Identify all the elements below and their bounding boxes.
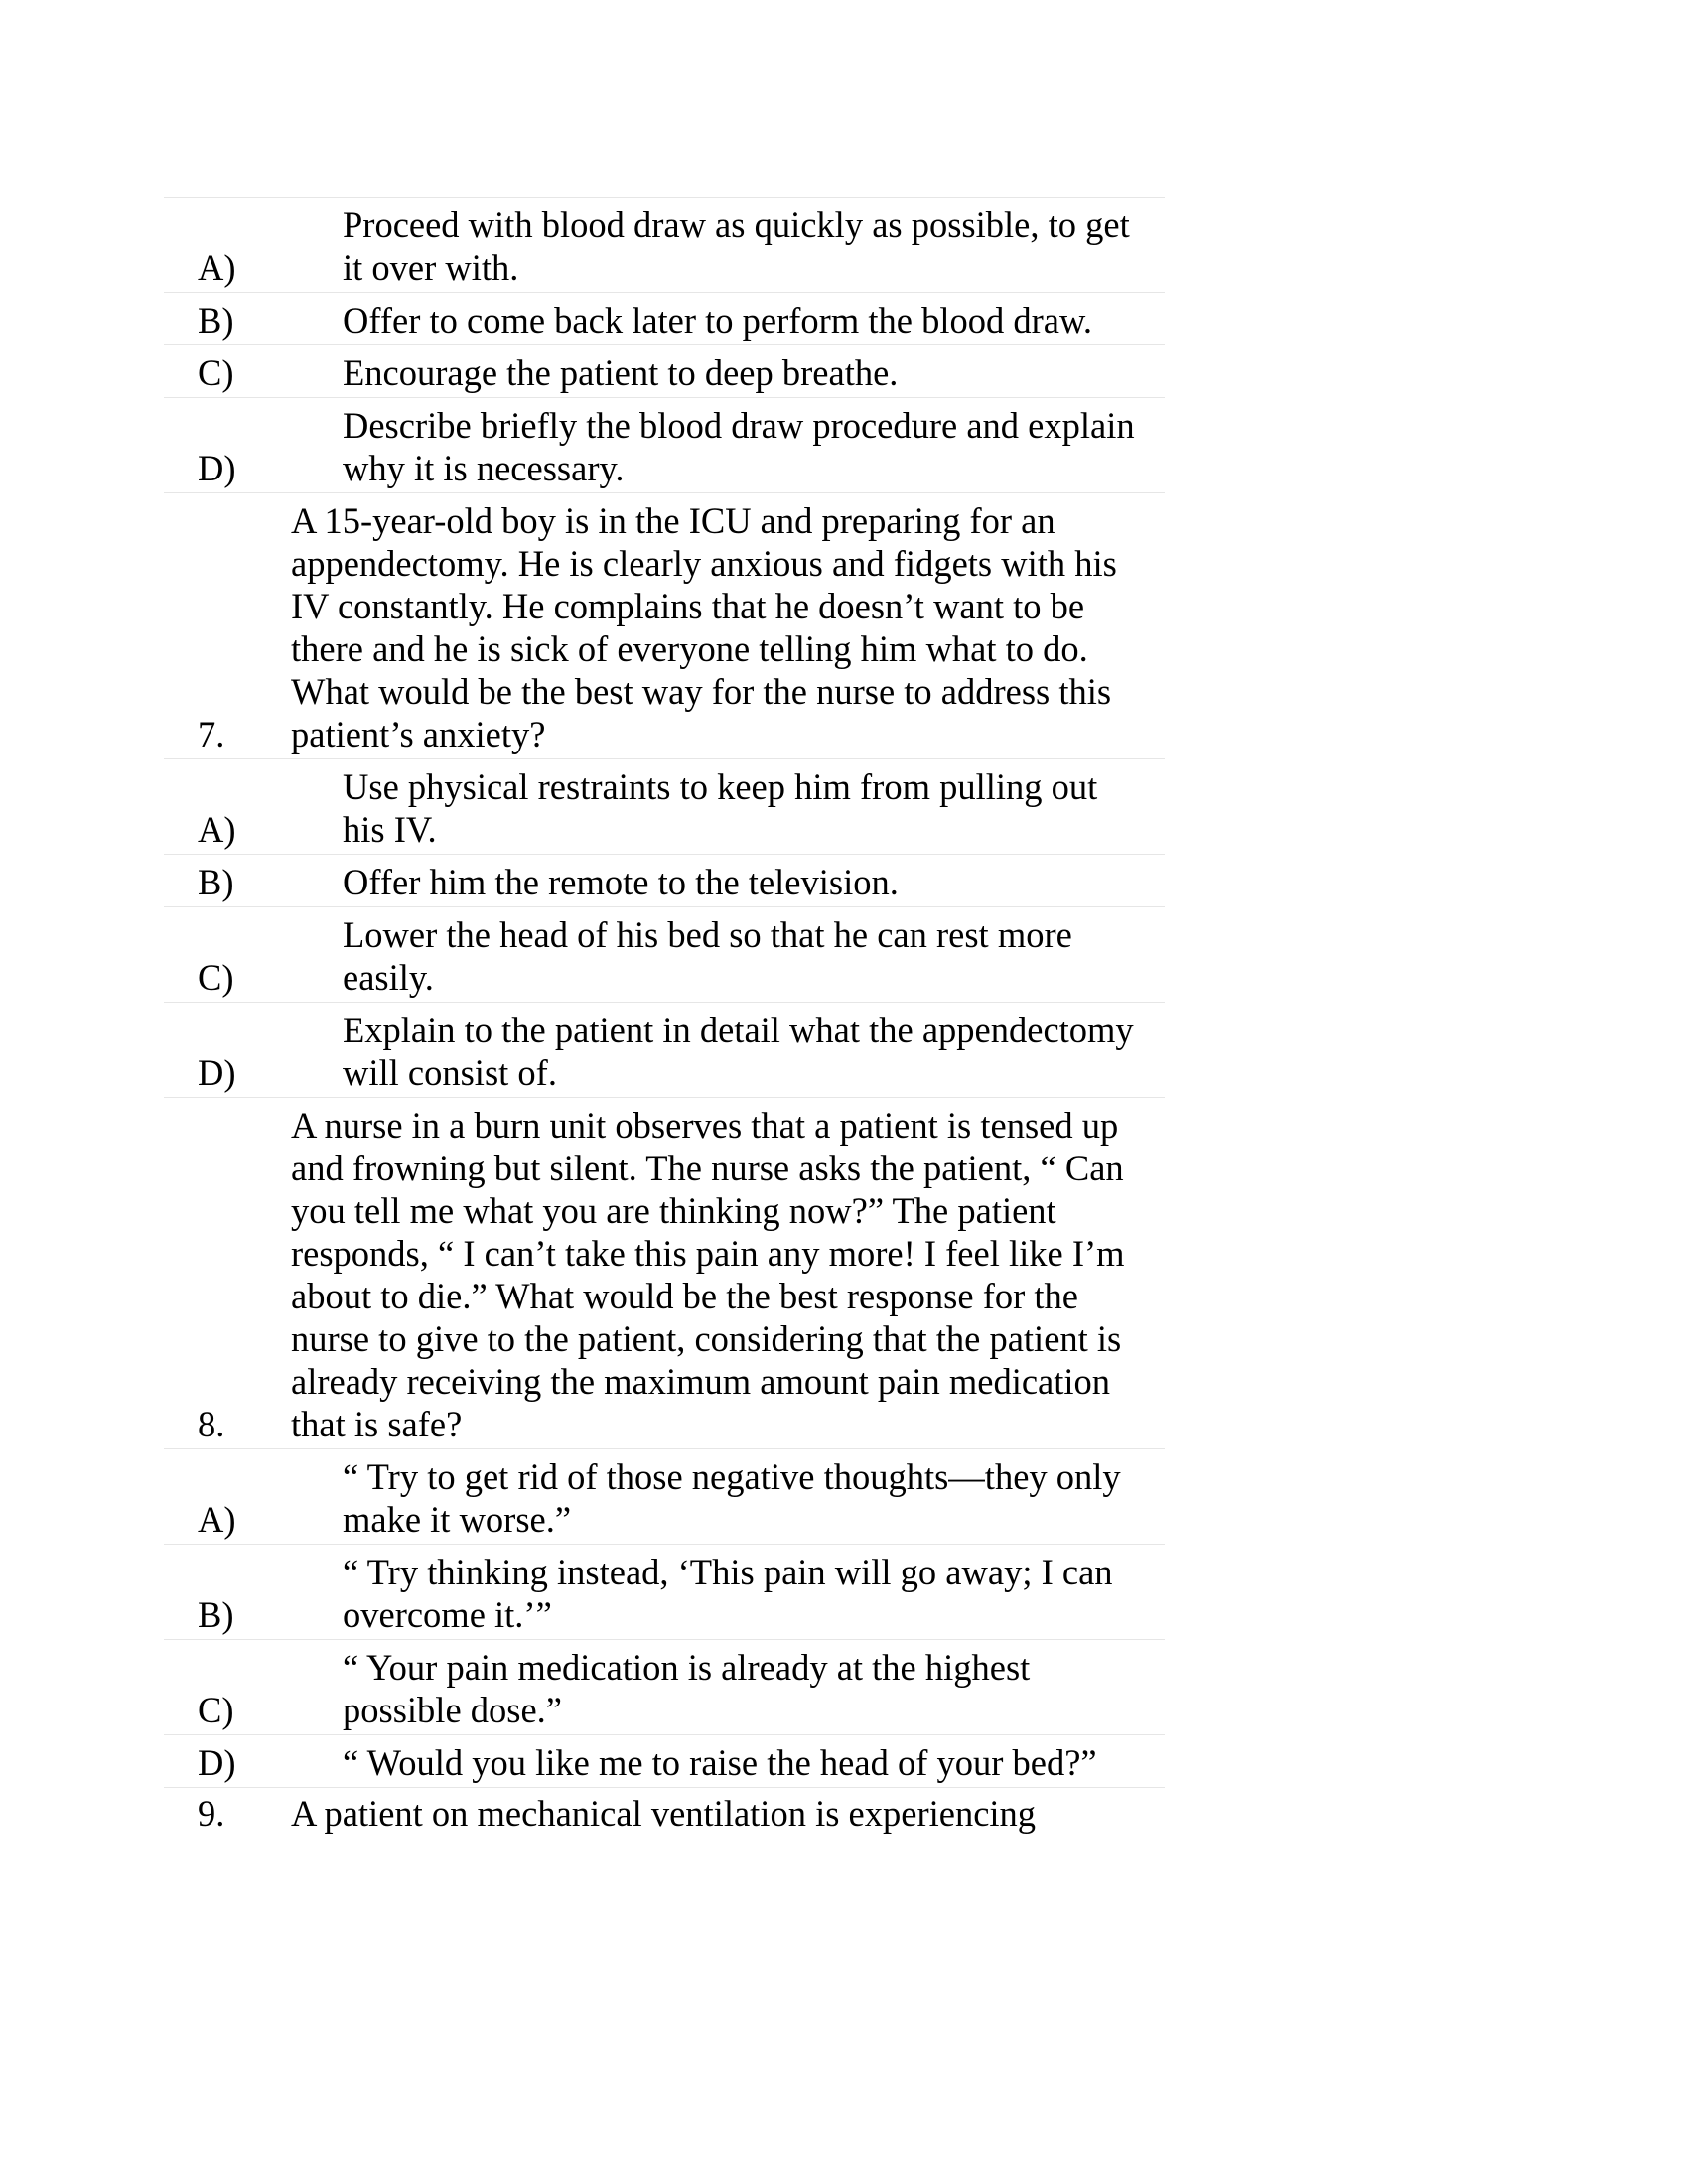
question-stem: A 15-year-old boy is in the ICU and preparing for an appendectomy. He is clearly anxious and fidgets with his IV constantly. He complains that he doesn’t want to be there and he is sick of everyone telling him what to do. What would be the best way for the nurse to address this patient’s anxiety? [291,500,1117,754]
option-label: B) [198,300,234,341]
option-label: D) [198,448,236,488]
option-text: “ Your pain medication is already at the highest possible dose.” [343,1647,1031,1730]
option-text: Offer him the remote to the television. [343,862,899,902]
option-text: “ Try to get rid of those negative thoughts—they only make it worse.” [343,1456,1121,1540]
question-row [164,1788,1165,1839]
option-row [164,1449,1165,1545]
option-text: Lower the head of his bed so that he can rest more easily. [343,914,1072,998]
question-stem: A patient on mechanical ventilation is experiencing [291,1793,1037,1834]
option-row [164,1003,1165,1098]
question-number: 9. [198,1793,225,1834]
option-row [164,759,1165,855]
option-row [164,1545,1165,1640]
option-label: C) [198,352,234,393]
question-row [164,1098,1165,1449]
option-row [164,198,1165,293]
option-label: C) [198,1690,234,1730]
option-text: Describe briefly the blood draw procedure and explain why it is necessary. [343,405,1135,488]
option-text: Proceed with blood draw as quickly as possible, to get it over with. [343,205,1130,288]
option-text: Encourage the patient to deep breathe. [343,352,899,393]
option-row [164,398,1165,493]
question-number: 8. [198,1404,225,1444]
option-text: “ Try thinking instead, ‘This pain will go away; I can overcome it.’” [343,1552,1113,1635]
option-label: D) [198,1052,236,1093]
question-row [164,493,1165,759]
option-text: Offer to come back later to perform the blood draw. [343,300,1093,341]
option-row [164,1735,1165,1788]
question-table [164,197,1165,1838]
option-text: Explain to the patient in detail what the appendectomy will consist of. [343,1010,1134,1093]
option-row [164,1640,1165,1735]
option-label: B) [198,862,234,902]
option-row [164,855,1165,907]
option-text: Use physical restraints to keep him from pulling out his IV. [343,766,1098,850]
option-label: D) [198,1742,236,1783]
option-label: A) [198,1499,236,1540]
option-text: “ Would you like me to raise the head of your bed?” [343,1742,1097,1783]
option-label: A) [198,809,236,850]
option-label: A) [198,247,236,288]
question-number: 7. [198,714,225,754]
option-label: C) [198,957,234,998]
option-row [164,907,1165,1003]
option-row [164,293,1165,345]
option-label: B) [198,1594,234,1635]
option-row [164,345,1165,398]
question-stem: A nurse in a burn unit observes that a patient is tensed up and frowning but silent. The nurse asks the patient, “ Can you tell me what you are thinking now?” The patient responds, “ I can’t take this pain any more! I feel like I’m about to die.” What would be the best response for the nurse to give to the patient, considering that the patient is already receiving the maximum amount pain medication that is safe? [291,1105,1125,1444]
